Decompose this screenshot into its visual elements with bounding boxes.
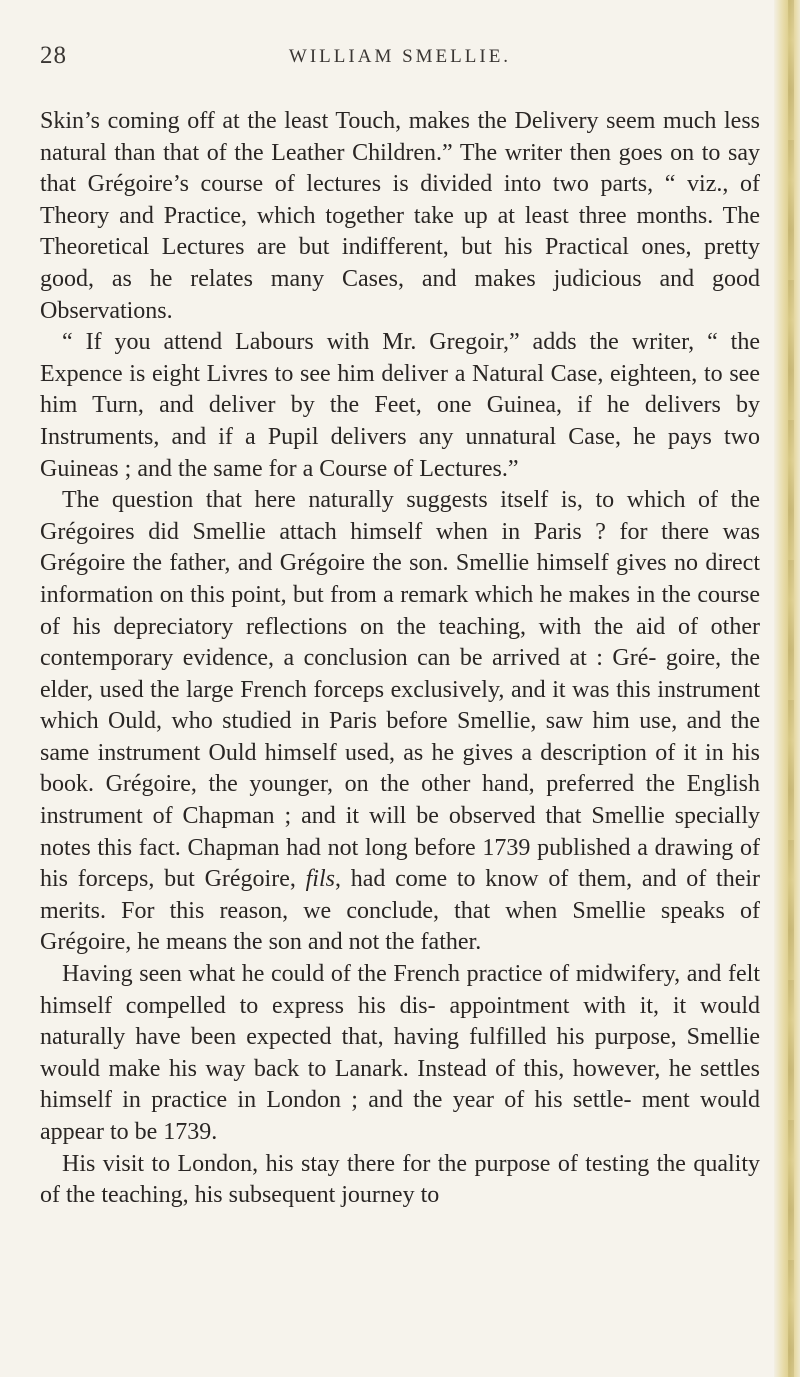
paragraph-2: “ If you attend Labours with Mr. Gregoir,” adds the writer, “ the Expence is eight Livres to see him deliver a Natural Case, eighteen, to see him Turn, and deliver by the Feet, one Guinea, if he delivers by Instruments, and if a Pupil delivers any unnatural Case, he pays two Guineas ; and the same for a Course of Lectures.”: [40, 329, 760, 482]
page-header: [40, 42, 760, 82]
page-edge: [774, 0, 800, 1377]
paragraph-3-text-after: , had come to know of them, and of their merits. For this reason, we conclude, that when Smellie speaks of Grégoire, he means the son and not the father.: [40, 866, 761, 956]
running-head: WILLIAM SMELLIE.: [288, 46, 512, 67]
paragraph-1: Skin’s coming off at the least Touch, makes the Delivery seem much less natural than that of the Leather Children.” The writer then goes on to say that Grégoire’s course of lectures is divided into two parts, “ viz., of Theory and Practice, which together take up at least three months. The Theoretical Lectures are but indifferent, but his Practical ones, pretty good, as he relates many Cases, and makes judicious and good Observations.: [40, 108, 760, 324]
body-text: [40, 106, 760, 1212]
paragraph-3-text: The question that here naturally suggests itself is, to which of the Grégoires did Smellie attach himself when in Paris ? for there was Grégoire the father, and Grégoire the son. Smellie himself gives no direct information on this point, but from a remark which he makes in the course of his depreciatory reflections on the teaching, with the aid of other contemporary evidence, a conclusion can be arrived at : Gré- goire, the elder, used the large French forceps exclusively, and it was this instrument which Ould, who studied in Paris before Smellie, saw him use, and the same instrument Ould himself used, as he gives a description of it in his book. Grégoire, the younger, on the other hand, preferred the English instrument of Chapman ; and it will be observed that Smellie specially notes this fact. Chapman had not long before 1739 published a drawing of his forceps, but Grégoire,: [40, 487, 760, 893]
paragraph-4: Having seen what he could of the French practice of midwifery, and felt himself compelled to express his dis- appointment with it, it would naturally have been expected that, having fulfilled his purpose, Smellie would make his way back to Lanark. Instead of this, however, he settles himself in practice in London ; and the year of his settle- ment would appear to be 1739.: [40, 961, 760, 1145]
italic-fils: fils: [305, 866, 335, 893]
paragraph-5: His visit to London, his stay there for the purpose of testing the quality of the teaching, his subsequent journey to: [40, 1150, 760, 1209]
page-edge-shading: [788, 0, 794, 1377]
paragraph-3: [40, 485, 760, 959]
page-number: 28: [40, 42, 67, 69]
